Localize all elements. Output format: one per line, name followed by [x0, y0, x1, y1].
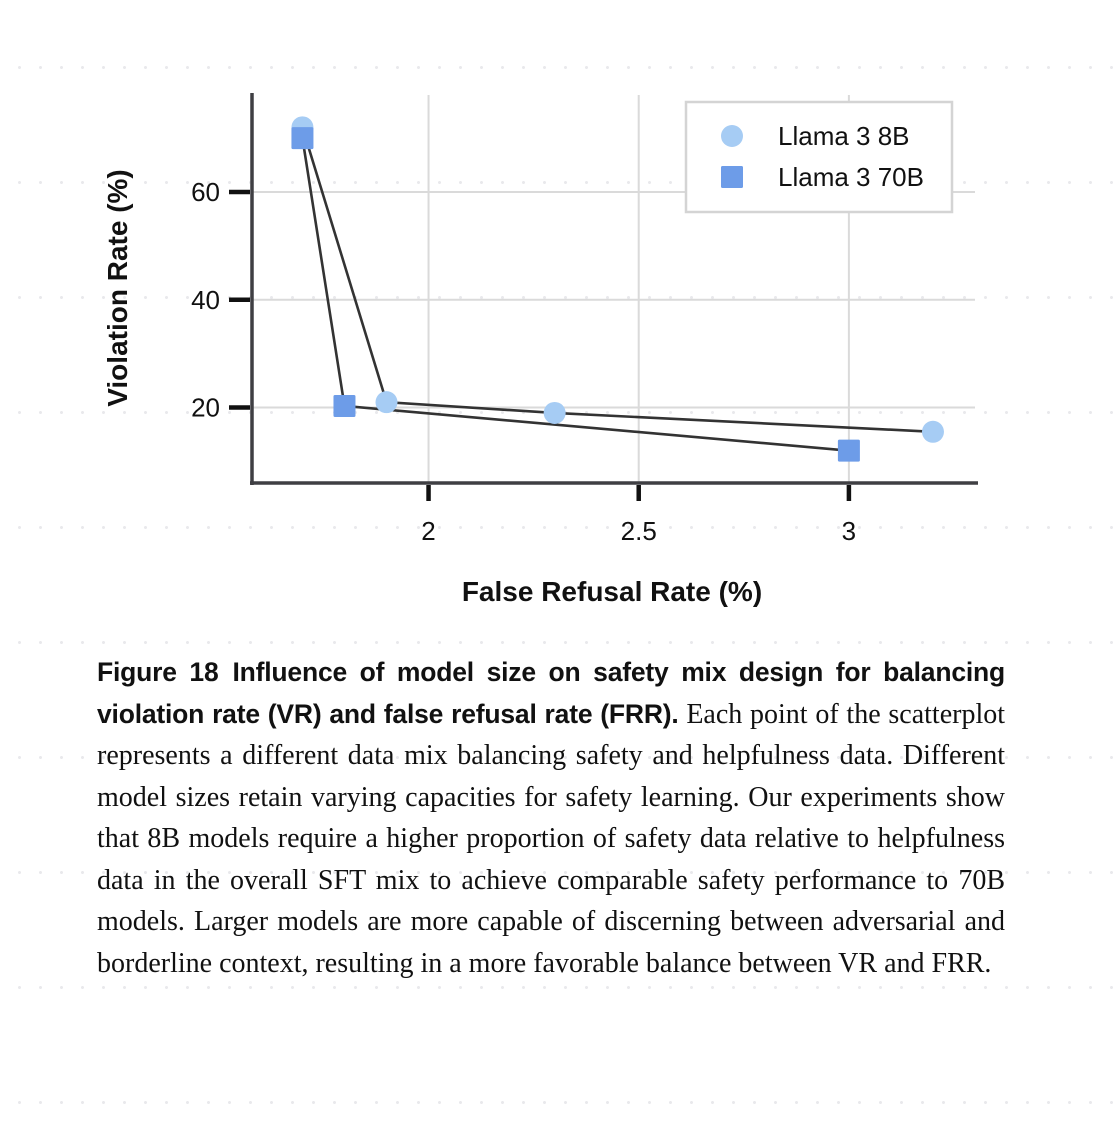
figure-caption-body: Each point of the scatterplot represents a different data mix balancing safety and helpfulness data. Different model sizes retain varying capacities for safety learning. Our experiments show that 8B models require a higher proportion of safety data relative to helpfulness data in the overall SFT mix to achieve comparable safety performance to 70B models. Larger models are more capable of discerning between adversarial and borderline context, resulting in a more favorable balance between VR and FRR.: [97, 698, 1005, 979]
y-tick-label: 40: [191, 284, 220, 315]
figure-caption-label: Figure 18: [97, 657, 219, 687]
data-point-square: [333, 395, 355, 417]
data-point-circle: [376, 391, 398, 413]
figure-caption-bold-title: Influence of model size on safety mix design for balancing violation rate (VR) and false refusal rate (FRR).: [97, 657, 1005, 729]
x-tick-label: 2: [421, 516, 436, 546]
x-tick-label: 3: [841, 516, 857, 546]
legend-label: Llama 3 70B: [778, 162, 924, 192]
y-tick-label: 60: [191, 177, 220, 207]
x-tick-label: 2.5: [620, 516, 657, 546]
legend-marker-square: [721, 166, 743, 188]
x-axis-title: False Refusal Rate (%): [461, 576, 763, 607]
y-tick-label: 20: [191, 392, 220, 423]
data-point-circle: [922, 421, 944, 443]
figure-caption: [97, 652, 1005, 984]
legend-box: [686, 102, 952, 212]
legend-marker-circle: [721, 125, 743, 147]
legend-label: Llama 3 8B: [778, 121, 910, 151]
data-point-circle: [544, 402, 566, 424]
data-point-square: [838, 440, 860, 462]
data-point-square: [291, 127, 313, 149]
y-axis-title: Violation Rate (%): [102, 169, 133, 407]
